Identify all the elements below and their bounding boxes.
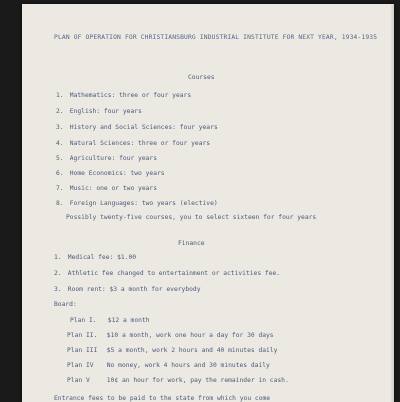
finance-item-text: Room rent: $3 a month for everybody (67, 286, 201, 293)
document-heading: PLAN OF OPERATION FOR CHRISTIANSBURG INDUSTRIAL INSTITUTE FOR NEXT YEAR, 1934-1935 (54, 34, 378, 41)
board-plan-text: $5 a month, work 2 hours and 40 minutes daily (106, 347, 278, 354)
finance-item (54, 286, 200, 293)
course-item-text: Music: one or two years (69, 185, 157, 192)
board-plan-label: Plan V (67, 377, 90, 384)
course-item-number: 7. (56, 185, 64, 192)
course-item-text: Mathematics: three or four years (69, 92, 192, 99)
courses-section-title: Courses (188, 74, 215, 81)
board-plan-label: Plan I. (70, 317, 97, 324)
course-item-text: Agriculture: four years (69, 155, 157, 162)
board-plan-label: Plan III (67, 347, 98, 354)
board-plan (67, 332, 274, 339)
course-item-text: History and Social Sciences: four years (69, 124, 218, 131)
course-item-number: 2. (56, 108, 64, 115)
board-plan (67, 362, 270, 369)
entrance-fee-note: Entrance fees to be paid to the state from which you come (54, 395, 271, 402)
finance-item-text: Athletic fee changed to entertainment or activities fee. (67, 270, 281, 277)
page-edge-shadow (390, 4, 394, 402)
course-item (56, 200, 218, 207)
board-plan (70, 317, 150, 324)
finance-section-title: Finance (178, 240, 205, 247)
course-item-text: Home Economics: two years (69, 170, 165, 177)
board-plan (67, 377, 289, 384)
board-plan (67, 347, 277, 354)
course-item-number: 5. (56, 155, 64, 162)
course-item-number: 6. (56, 170, 64, 177)
course-item-text: English: four years (69, 108, 142, 115)
course-item-text: Natural Sciences: three or four years (69, 140, 211, 147)
board-plan-text: 10¢ an hour for work, pay the remainder in cash. (106, 377, 289, 384)
course-item-number: 1. (56, 92, 64, 99)
document-page (22, 4, 394, 402)
course-item-number: 4. (56, 140, 64, 147)
course-item (56, 170, 165, 177)
course-item (56, 92, 191, 99)
finance-item-number: 2. (54, 270, 62, 277)
board-label: Board: (54, 301, 77, 308)
course-item (56, 185, 157, 192)
board-plan-label: Plan IV (67, 362, 94, 369)
course-item (56, 124, 218, 131)
finance-item (54, 270, 280, 277)
course-item (56, 140, 210, 147)
finance-item-number: 3. (54, 286, 62, 293)
board-plan-text: $12 a month (107, 317, 150, 324)
course-item (56, 108, 142, 115)
course-item-number: 8. (56, 200, 64, 207)
finance-item (54, 254, 136, 261)
courses-note: Possibly twenty-five courses, you to select sixteen for four years (66, 214, 317, 221)
board-plan-text: No money, work 4 hours and 30 minutes daily (106, 362, 270, 369)
finance-item-number: 1. (54, 254, 62, 261)
board-plan-text: $10 a month, work one hour a day for 30 days (106, 332, 274, 339)
course-item-text: Foreign Languages: two years (elective) (69, 200, 218, 207)
board-plan-label: Plan II. (67, 332, 98, 339)
finance-item-text: Medical fee: $1.00 (67, 254, 137, 261)
course-item-number: 3. (56, 124, 64, 131)
course-item (56, 155, 157, 162)
